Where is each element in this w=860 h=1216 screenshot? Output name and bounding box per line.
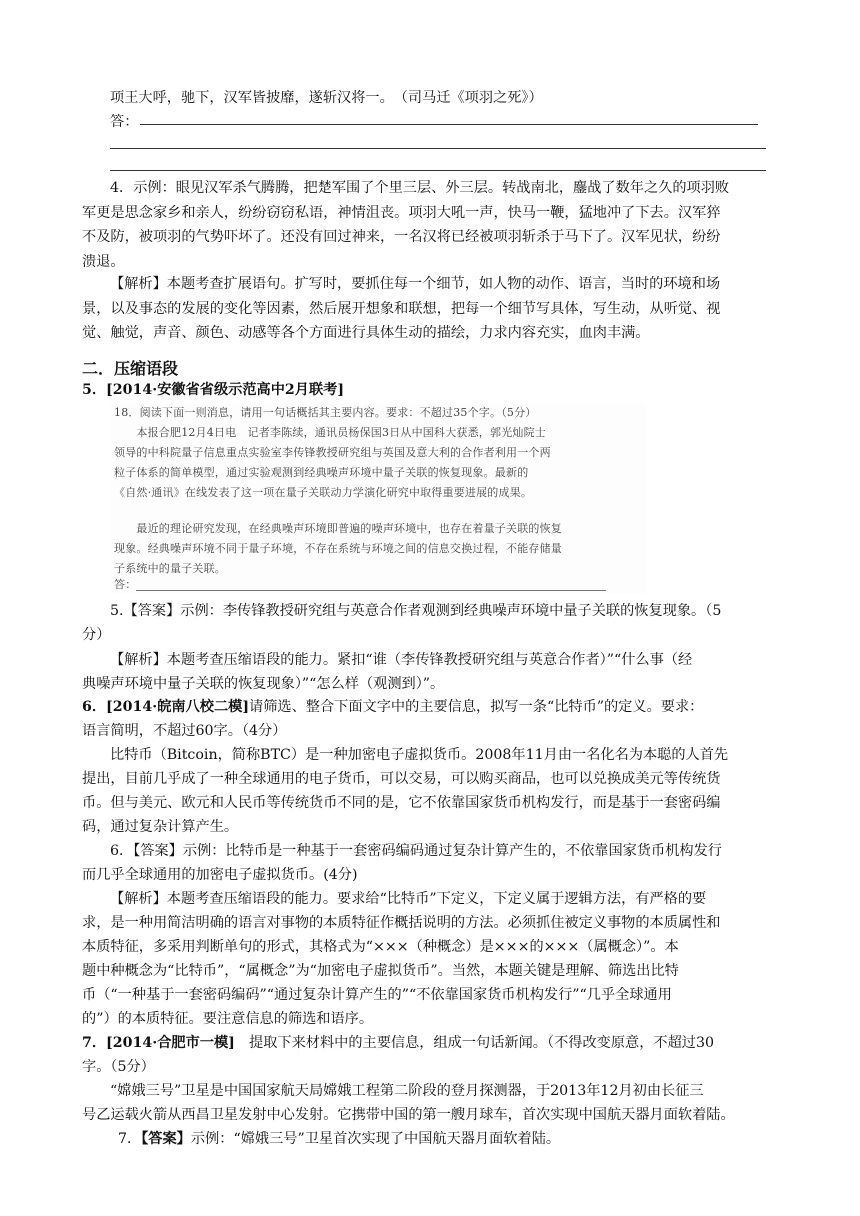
- q4-line-4: 溃退。: [82, 254, 125, 270]
- scan-line-6: 最近的理论研究发现，在经典噪声环境即普遍的噪声环境中，也存在着量子关联的恢复: [114, 522, 562, 535]
- q5-analysis-2: 典噪声环境中量子关联的恢复现象）”“怎么样（观测到）”。: [82, 676, 445, 692]
- q4-line-2: 军更是思念家乡和亲人，纷纷窃窃私语，神情沮丧。项羽大吼一声，快马一鞭，猛地冲了下去。汉军猝: [82, 205, 721, 221]
- q6-instruction: 请筛选、整合下面文字中的主要信息，拟写一条“比特币”的定义。要求：: [249, 699, 704, 715]
- q6-header: [82, 695, 768, 720]
- q6-analysis-3: 本质特征，多采用判断单句的形式，其格式为“×××（种概念）是×××的×××（属概念）”。本: [82, 939, 679, 955]
- q5-answer-1: 5.【答案】示例：李传锋教授研究组与英意合作者观测到经典噪声环境中量子关联的恢复现象。（5: [110, 603, 722, 619]
- q7-header-2: 字。（5分）: [82, 1059, 155, 1075]
- scan-line-8: 子系统中的量子关联。: [114, 562, 226, 575]
- q6-analysis-1: 【解析】本题考查压缩语段的能力。要求给“比特币”下定义，下定义属于逻辑方法，有严格的要: [110, 891, 707, 907]
- q6-analysis-4: 题中种概念为“比特币”，“属概念”为“加密电子虚拟货币”。当然，本题关键是理解、筛选出比特: [82, 963, 679, 979]
- q7-answer: [118, 1127, 768, 1152]
- answer-rule-2: [110, 148, 766, 149]
- q7-source: 7．[2014·合肥市一模]: [82, 1035, 235, 1051]
- q4-line-3: 不及防，被项羽的气势吓坏了。还没有回过神来，一名汉将已经被项羽斩杀于马下了。汉军见状，纷纷: [82, 229, 721, 245]
- answer-rule-3: [110, 170, 766, 171]
- q6-passage-1: 比特币（Bitcoin，简称BTC）是一种加密电子虚拟货币。2008年11月由一名化名为本聪的人首先: [110, 747, 729, 763]
- q7-answer-num: 7．: [118, 1131, 142, 1147]
- scanned-question-image: [110, 404, 646, 594]
- scan-line-5: 《自然·通讯》在线发表了这一项在量子关联动力学演化研究中取得重要进展的成果。: [114, 486, 533, 499]
- scan-line-7: 现象。经典噪声环境不同于量子环境，不存在系统与环境之间的信息交换过程，不能存储量: [114, 542, 562, 555]
- q4-line-1: 4．示例：眼见汉军杀气腾腾，把楚军围了个里三层、外三层。转战南北，鏖战了数年之久的项羽败: [110, 180, 730, 196]
- q7-instruction: 提取下来材料中的主要信息，组成一句话新闻。（不得改变原意，不超过30: [234, 1035, 715, 1051]
- q6-passage-3: 币。但与美元、欧元和人民币等传统货币不同的是，它不依靠国家货币机构发行，而是基于一套密码编: [82, 795, 721, 811]
- scan-answer-label: 答：: [114, 578, 137, 591]
- answer-rule-1: [140, 124, 758, 125]
- scan-answer-rule: [136, 590, 606, 591]
- scan-line-3: 领导的中科院量子信息重点实验室李传锋教授研究组与英国及意大利的合作者利用一个两: [114, 446, 551, 459]
- scan-line-4: 粒子体系的简单模型，通过实验观测到经典噪声环境中量子关联的恢复现象。最新的: [114, 466, 529, 479]
- q5-header: 5．[2014·安徽省省级示范高中2月联考]: [82, 382, 345, 398]
- q7-passage-1: “嫦娥三号”卫星是中国国家航天局嫦娥工程第二阶段的登月探测器，于2013年12月初由长征三: [110, 1083, 704, 1099]
- q6-source: 6．[2014·皖南八校二模]: [82, 699, 250, 715]
- q4-analysis-3: 觉、触觉，声音、颜色、动感等各个方面进行具体生动的描绘，力求内容充实，血肉丰满。: [82, 325, 650, 341]
- q6-analysis-6: 的”）的本质特征。要注意信息的筛选和语序。: [82, 1011, 374, 1027]
- q7-header: [82, 1031, 768, 1056]
- q5-analysis-1: 【解析】本题考查压缩语段的能力。紧扣“谁（李传锋教授研究组与英意合作者）”“什么事（经: [110, 652, 693, 668]
- q7-passage-2: 号乙运载火箭从西昌卫星发射中心发射。它携带中国的第一艘月球车，首次实现中国航天器月面软着陆。: [82, 1107, 735, 1123]
- scan-line-1: 18．阅读下面一则消息，请用一句话概括其主要内容。要求：不超过35个字。（5分）: [114, 406, 537, 419]
- q7-answer-tag: 【答案】: [141, 1131, 191, 1147]
- q6-analysis-5: 币（“一种基于一套密码编码”“通过复杂计算产生的”“不依靠国家货币机构发行”“几乎全球通用: [82, 987, 672, 1003]
- q5-answer-2: 分）: [82, 627, 111, 643]
- q6-answer-1: 6．【答案】示例：比特币是一种基于一套密码编码通过复杂计算产生的，不依靠国家货币机构发行: [110, 843, 722, 859]
- q6-answer-2: 而几乎全球通用的加密电子虚拟货币。(4分): [82, 867, 358, 883]
- q6-passage-4: 码，通过复杂计算产生。: [82, 819, 239, 835]
- q7-answer-text: 示例：“嫦娥三号”卫星首次实现了中国航天器月面软着陆。: [190, 1131, 561, 1147]
- q6-header-2: 语言简明，不超过60字。（4分）: [82, 723, 287, 739]
- q4-analysis-2: 景，以及事态的发展的变化等因素，然后展开想象和联想，把每一个细节写具体，写生动，从听觉、视: [82, 301, 721, 317]
- q6-passage-2: 提出，目前几乎成了一种全球通用的电子货币，可以交易，可以购买商品，也可以兑换成美元等传统货: [82, 771, 721, 787]
- scan-line-2: 本报合肥12月4日电 记者李陈续，通讯员杨保国3日从中国科大获悉，郭光灿院士: [114, 426, 546, 439]
- answer-label: 答：: [110, 114, 139, 130]
- q6-analysis-2: 求，是一种用简洁明确的语言对事物的本质特征作概括说明的方法。必须抓住被定义事物的本质属性和: [82, 915, 721, 931]
- section-title: 二．压缩语段: [82, 359, 179, 378]
- q4-analysis-1: 【解析】本题考查扩展语句。扩写时，要抓住每一个细节，如人物的动作、语言，当时的环境和场: [110, 276, 721, 292]
- quote-line: 项王大呼，驰下，汉军皆披靡，遂斩汉将一。 （司马迁《项羽之死》）: [110, 90, 543, 106]
